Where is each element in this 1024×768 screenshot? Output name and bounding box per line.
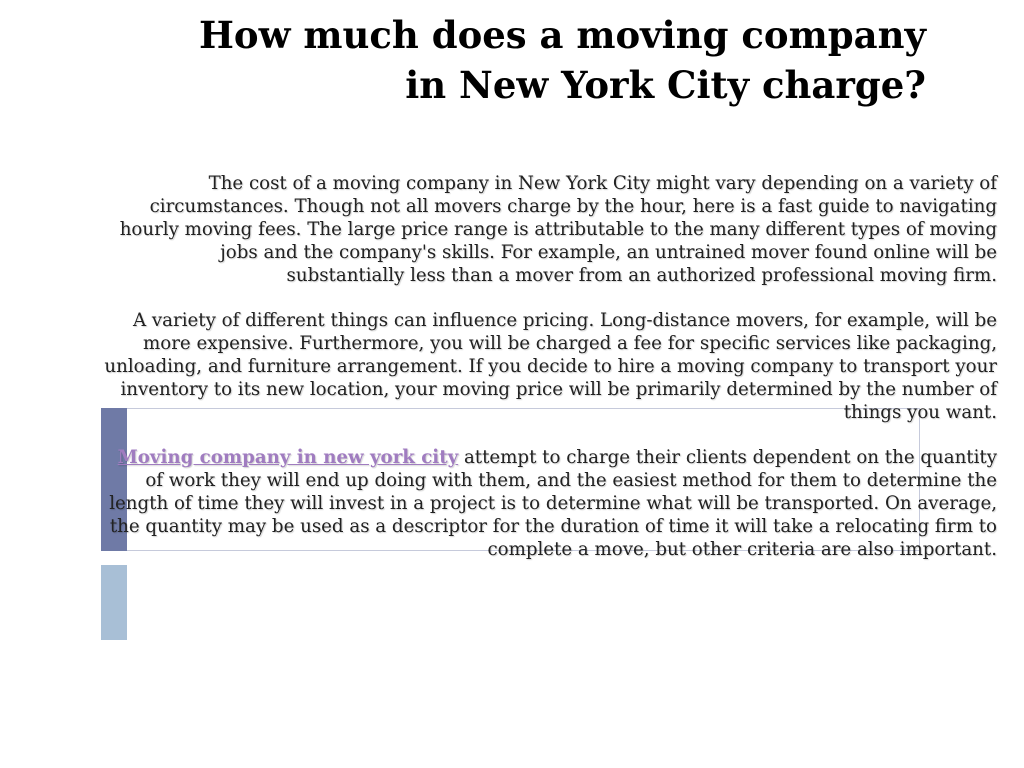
body-text — [97, 172, 997, 583]
paragraph-3 — [97, 446, 997, 561]
slide-title — [60, 10, 926, 110]
moving-company-link[interactable]: Moving company in new york city — [117, 447, 459, 468]
paragraph-1: The cost of a moving company in New York City might vary depending on a variety of circumstances. Though not all movers charge by the hour, here is a fast guide to navigating hourly moving fees. The large price range is attributable to the many different types of moving jobs and the company's skills. For example, an untrained mover found online will be substantially less than a mover from an authorized professional moving firm. — [119, 173, 997, 286]
paragraph-3-text: attempt to charge their clients dependent on the quantity of work they will end up doing with them, and the easiest method for them to determine the length of time they will invest in a project is to determine what will be transported. On average, the quantity may be used as a descriptor for the duration of time it will take a relocating firm to complete a move, but other criteria are also important. — [109, 447, 997, 560]
title-line-1: How much does a moving company — [198, 13, 926, 57]
title-line-2: in New York City charge? — [405, 63, 926, 107]
paragraph-2: A variety of different things can influence pricing. Long-distance movers, for example, will be more expensive. Furthermore, you will be charged a fee for specific services like packaging, unloading, and furniture arrangement. If you decide to hire a moving company to transport your inventory to its new location, your moving price will be primarily determined by the number of things you want. — [104, 310, 997, 423]
